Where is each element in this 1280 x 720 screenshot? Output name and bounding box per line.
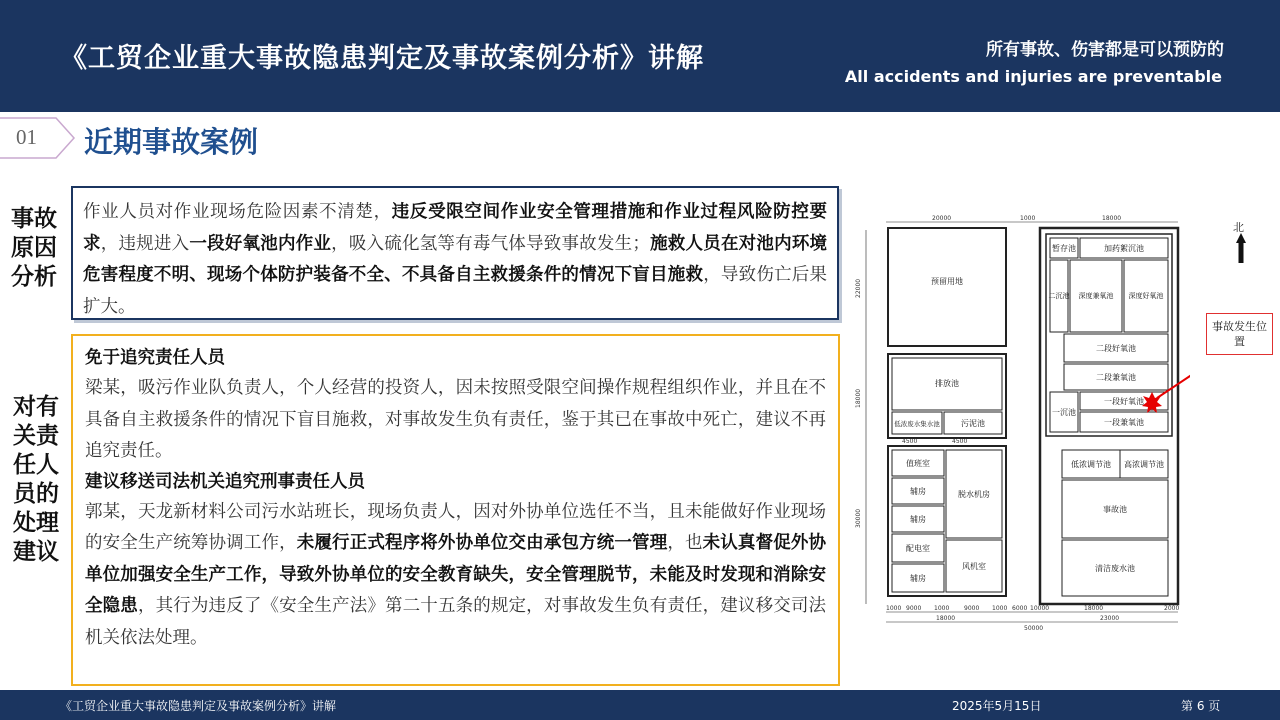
room-deep-aerobic: 深度好氧池 [1128,292,1164,300]
dim-top-mid: 1000 [1020,215,1036,222]
dim-bottom-6: 6000 [1012,605,1028,612]
site-plan-diagram [852,212,1190,634]
room-reserved: 预留用地 [931,277,963,286]
cause-analysis-label: 事故原因分析 [11,205,57,290]
room-discharge-pool: 排放池 [935,379,959,388]
dim-bottom-5: 1000 [992,605,1008,612]
accident-location-marker [1142,364,1190,413]
dim-mid-sub1: 4500 [902,438,918,445]
footer-date: 2025年5月15日 [952,699,1042,713]
room-stage1-settle: 一沉池 [1052,408,1076,417]
room-accident-pool: 事故池 [1103,505,1127,514]
accident-location-callout: 事故发生位置 [1206,313,1273,355]
room-duty: 值班室 [906,459,930,468]
dim-left-2: 18000 [855,388,862,408]
cause-analysis-box [71,186,839,320]
handling-suggestion-box [71,334,840,686]
room-blower: 风机室 [962,562,986,571]
prosecution-paragraph: 郭某，天龙新材料公司污水站班长，现场负责人，因对外协单位选任不当，且未能做好作业现场的安全生产统筹协调工作，未履行正式程序将外协单位交由承包方统一管理，也未认真督促外协单位加强安全生产工作，导致外协单位的安全教育缺失，安全管理脱节，未能及时发现和消除安全隐患，其行为违反了《安全生产法》第二十五条的规定，对事故发生负有责任，建议移交司法机关依法处理。 [85,501,827,648]
room-aux-2: 辅房 [910,515,926,524]
section-title: 近期事故案例 [84,125,259,159]
section-number-badge [0,116,76,160]
room-aux-3: 辅房 [910,574,926,583]
dim-bottom-3: 1000 [934,605,950,612]
room-deep-anoxic: 深度兼氧池 [1078,292,1114,300]
room-stage1-aerobic: 一段好氧池 [1104,397,1144,406]
room-low-regulating: 低浓调节池 [1071,460,1111,469]
exempt-paragraph: 梁某，吸污作业队负责人，个人经营的投资人，因未按照受限空间操作规程组织作业，并且在不具备自主救援条件的情况下盲目施救，对事故发生负有责任，鉴于其已在事故中死亡，建议不再追究责任。 [85,378,826,461]
room-stage2-anoxic: 二段兼氧池 [1096,373,1136,382]
dim-left-1: 22000 [855,278,862,298]
dim-bottom-4: 9000 [964,605,980,612]
room-stage2-aerobic: 二段好氧池 [1096,344,1136,353]
room-high-regulating: 高浓调节池 [1124,460,1164,469]
dim-bottom-total: 50000 [1024,625,1044,632]
room-dewatering: 脱水机房 [958,490,990,499]
dim-bottom-sub2: 23000 [1100,615,1120,622]
room-power: 配电室 [906,544,930,553]
dim-bottom-9: 2000 [1164,605,1180,612]
dim-mid-sub2: 4500 [952,438,968,445]
dim-bottom-8: 18000 [1084,605,1104,612]
dim-bottom-2: 9000 [906,605,922,612]
slogan-chinese: 所有事故、伤害都是可以预防的 [986,40,1224,60]
room-aux-1: 辅房 [910,487,926,496]
footer-page-number: 第 6 页 [1181,699,1221,713]
presentation-title: 《工贸企业重大事故隐患判定及事故案例分析》讲解 [60,43,704,74]
slogan-english: All accidents and injuries are preventable [844,67,1222,86]
dim-left-3: 30000 [855,508,862,528]
room-low-conc-collection: 低浓废水集水池 [894,420,940,428]
dim-top-left: 20000 [932,215,952,222]
room-sludge-pool: 污泥池 [961,419,985,428]
dim-bottom-sub1: 18000 [936,615,956,622]
exempt-heading: 免于追究责任人员 [85,348,225,368]
room-clean-water-pool: 清洁废水池 [1095,564,1135,573]
prosecution-heading: 建议移送司法机关追究刑事责任人员 [85,471,365,492]
north-arrow-icon [1232,231,1250,281]
dim-bottom-7: 10000 [1030,605,1050,612]
section-number: 01 [16,125,37,149]
room-dosing-settle: 加药絮沉池 [1104,244,1144,253]
room-temp-storage: 暂存池 [1052,244,1076,253]
dim-bottom-1: 1000 [886,605,902,612]
cause-paragraph: 作业人员对作业现场危险因素不清楚，违反受限空间作业安全管理措施和作业过程风险防控要求，违规进入一段好氧池内作业，吸入硫化氢等有毒气体导致事故发生；施救人员在对池内环境危害程度不明、现场个体防护装备不全、不具备自主救援条件的情况下盲目施救，导致伤亡后果扩大。 [83,202,828,317]
handling-suggestion-label: 对有关责任人员的处理建议 [13,393,59,565]
footer-title: 《工贸企业重大事故隐患判定及事故案例分析》讲解 [60,699,337,713]
dim-top-right: 18000 [1102,215,1122,222]
room-secondary-settle: 二沉池 [1048,292,1070,300]
room-stage1-anoxic: 一段兼氧池 [1104,418,1144,427]
north-label: 北 [1233,221,1244,234]
